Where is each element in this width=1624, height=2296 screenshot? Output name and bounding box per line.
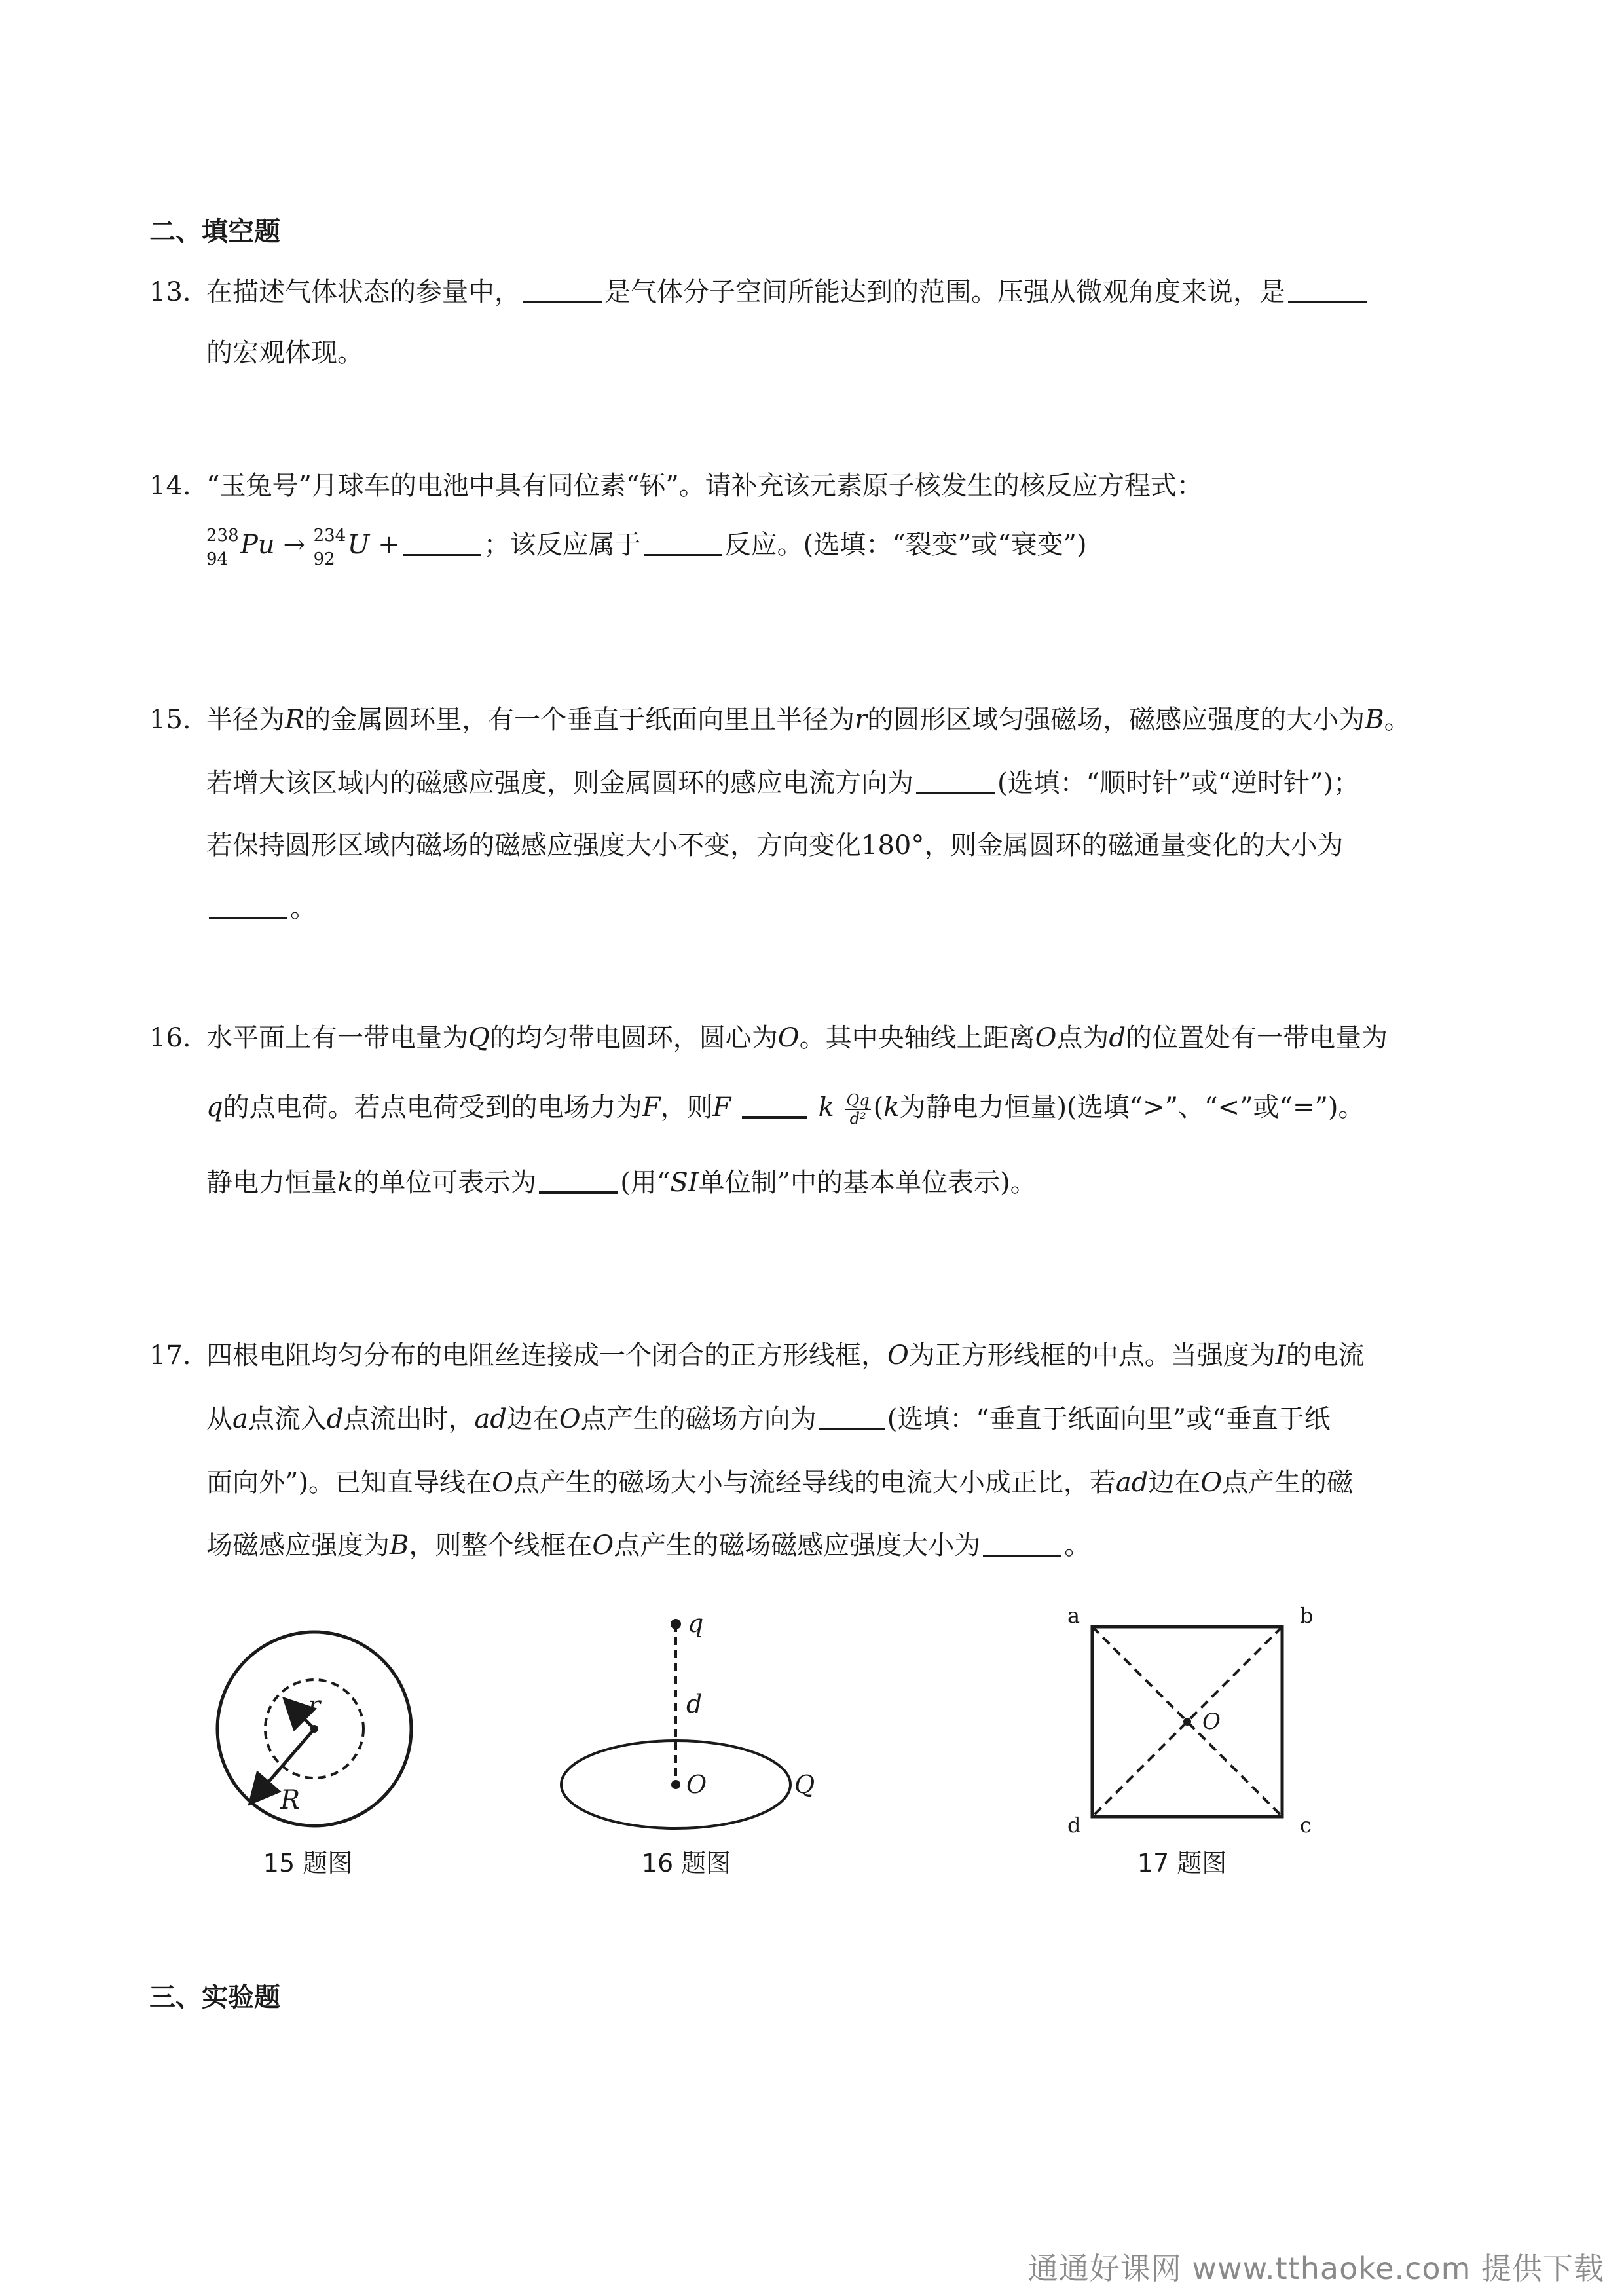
var-B: B: [390, 1530, 409, 1561]
text: 为静电力恒量)(选填“>”、“<”或“=”)。: [899, 1092, 1365, 1122]
figure-17: [1067, 1603, 1313, 1878]
var-d: d: [1109, 1023, 1126, 1053]
text: 点为: [1056, 1023, 1109, 1053]
text: ，则整个线框在: [409, 1530, 593, 1561]
question-17-line-1: [206, 1340, 1365, 1371]
label-O: O: [686, 1770, 707, 1799]
answer-blank[interactable]: [983, 1532, 1061, 1557]
text: 。: [1384, 705, 1411, 735]
question-number-16: 16.: [149, 1023, 191, 1053]
var-B: B: [1365, 705, 1384, 735]
text: 。: [290, 893, 316, 923]
var-O: O: [887, 1341, 909, 1371]
figures: [0, 1585, 1624, 1899]
question-number-13: 13.: [149, 277, 191, 307]
text: 点流入: [248, 1404, 327, 1434]
text: 边在: [1148, 1468, 1201, 1498]
answer-blank[interactable]: [403, 532, 481, 556]
arrow: →: [283, 530, 305, 560]
pu-atomic-number: 94: [206, 549, 229, 569]
question-15-line-4: [206, 893, 316, 924]
caption-17: 17 题图: [1137, 1849, 1227, 1878]
label-O: O: [1202, 1709, 1221, 1735]
var-R: R: [285, 705, 305, 735]
text: 点产生的磁场方向为: [580, 1404, 817, 1434]
question-13-line-2: 的宏观体现。: [206, 338, 363, 368]
answer-blank[interactable]: [916, 770, 995, 794]
nuclide-pu: [206, 526, 275, 569]
answer-blank[interactable]: [742, 1094, 807, 1119]
var-k: k: [883, 1092, 900, 1122]
var-O: O: [1035, 1023, 1057, 1053]
label-q: q: [688, 1609, 704, 1638]
question-16-line-1: [206, 1022, 1388, 1054]
caption-16: 16 题图: [641, 1849, 731, 1878]
question-number-17: 17.: [149, 1341, 191, 1371]
text: 在描述气体状态的参量中，: [206, 277, 521, 307]
nuclide-u: [313, 526, 370, 569]
question-number-14: 14.: [149, 471, 191, 501]
var-O: O: [1200, 1468, 1223, 1498]
var-a: a: [232, 1404, 248, 1434]
label-Q: Q: [794, 1770, 815, 1799]
text: 。其中央轴线上距离: [799, 1023, 1035, 1053]
pu-mass-number: 238: [206, 526, 239, 546]
text: 四根电阻均匀分布的电阻丝连接成一个闭合的正方形线框，: [206, 1341, 887, 1371]
text: 的均匀带电圆环，圆心为: [489, 1023, 778, 1053]
text: 点流出时，: [343, 1404, 475, 1434]
label-d: d: [1067, 1813, 1081, 1838]
text: 边在: [506, 1404, 559, 1434]
answer-blank[interactable]: [523, 279, 602, 303]
text: (选填：“顺时针”或“逆时针”)；: [997, 768, 1360, 798]
point-charge-q: [671, 1619, 681, 1629]
text: 的金属圆环里，有一个垂直于纸面向里且半径为: [304, 705, 855, 735]
text: ，则: [660, 1092, 713, 1122]
text: 点产生的磁场磁感应强度大小为: [614, 1530, 981, 1561]
text: 的电流: [1285, 1341, 1365, 1371]
label-d: d: [686, 1690, 703, 1718]
fraction-numerator: Qq: [846, 1091, 870, 1109]
question-15-line-2: [206, 768, 1359, 799]
var-q: q: [206, 1092, 223, 1122]
label-b: b: [1300, 1603, 1314, 1628]
plus: +: [378, 530, 400, 560]
text: 反应。(选填：“裂变”或“衰变”): [724, 530, 1087, 560]
question-14-line-2: [206, 526, 1087, 569]
var-O: O: [777, 1023, 800, 1053]
figure-15: [217, 1632, 411, 1878]
center-O: [1183, 1718, 1191, 1726]
question-17-line-3: [206, 1467, 1353, 1498]
u-atomic-number: 92: [313, 549, 335, 569]
answer-blank[interactable]: [539, 1169, 618, 1194]
text: 场磁感应强度为: [206, 1530, 390, 1561]
question-number-15: 15.: [149, 705, 191, 735]
pu-symbol: Pu: [240, 530, 275, 560]
answer-blank[interactable]: [209, 895, 287, 919]
figure-16: [561, 1609, 815, 1878]
var-d: d: [326, 1404, 344, 1434]
label-a: a: [1067, 1603, 1080, 1628]
question-17-line-2: [206, 1403, 1331, 1435]
question-13-line-1: [206, 276, 1369, 308]
answer-blank[interactable]: [819, 1406, 885, 1430]
question-15-line-3: 若保持圆形区域内磁场的磁感应强度大小不变，方向变化180°，则金属圆环的磁通量变化的大小为: [206, 830, 1344, 861]
question-15-line-1: [206, 704, 1411, 735]
text: 。: [1064, 1530, 1091, 1561]
footer-watermark: 通通好课网 www.tthaoke.com 提供下载: [1027, 2251, 1604, 2286]
var-O: O: [559, 1404, 581, 1434]
text: 的点电荷。若点电荷受到的电场力为: [223, 1092, 642, 1122]
question-14-line-1: “玉兔号”月球车的电池中具有同位素“钚”。请补充该元素原子核发生的核反应方程式：: [206, 471, 1203, 501]
text: 若增大该区域内的磁感应强度，则金属圆环的感应电流方向为: [206, 768, 913, 798]
text: 从: [206, 1404, 232, 1434]
fraction: [845, 1092, 871, 1127]
text: (用“: [620, 1168, 671, 1198]
var-Q: Q: [468, 1023, 490, 1053]
var-O: O: [492, 1468, 513, 1498]
text: (: [873, 1092, 884, 1122]
u-symbol: U: [347, 530, 370, 560]
section-title-experiment: 三、实验题: [149, 1982, 280, 2012]
text: ；该反应属于: [483, 530, 641, 560]
section-title-fill-in: 二、填空题: [149, 217, 280, 247]
question-16-line-3: [206, 1167, 1037, 1198]
answer-blank[interactable]: [644, 532, 722, 556]
label-R: R: [280, 1785, 301, 1815]
text: 是气体分子空间所能达到的范围。压强从微观角度来说，是: [604, 277, 1285, 307]
text: (选填：“垂直于纸面向里”或“垂直于纸: [887, 1404, 1331, 1434]
var-SI: SI: [670, 1168, 699, 1198]
text: 静电力恒量: [206, 1168, 337, 1198]
var-ad: ad: [474, 1404, 507, 1434]
fraction-denominator: d²: [849, 1109, 866, 1128]
text: 的圆形区域匀强磁场，磁感应强度的大小为: [867, 705, 1365, 735]
question-16-line-2: [206, 1092, 1365, 1127]
u-mass-number: 234: [313, 526, 346, 546]
text: 的单位可表示为: [353, 1168, 537, 1198]
caption-15: 15 题图: [263, 1849, 353, 1878]
var-r: r: [855, 705, 868, 735]
answer-blank[interactable]: [1288, 279, 1367, 303]
var-O: O: [592, 1530, 614, 1561]
var-k: k: [337, 1168, 354, 1198]
label-c: c: [1300, 1813, 1312, 1838]
text: 点产生的磁: [1222, 1468, 1354, 1498]
text: 的位置处有一带电量为: [1126, 1023, 1388, 1053]
text: 面向外”)。已知直导线在: [206, 1468, 492, 1498]
label-r: r: [308, 1691, 321, 1721]
text: 为正方形线框的中点。当强度为: [908, 1341, 1276, 1371]
var-F: F: [642, 1092, 661, 1122]
text: 水平面上有一带电量为: [206, 1023, 468, 1053]
var-I: I: [1275, 1341, 1286, 1371]
text: 点产生的磁场大小与流经导线的电流大小成正比，若: [513, 1468, 1116, 1498]
ring-center-O: [671, 1780, 680, 1789]
text: 单位制”中的基本单位表示)。: [698, 1168, 1037, 1198]
var-F: F: [712, 1092, 731, 1122]
var-k: k: [818, 1092, 834, 1122]
question-17-line-4: [206, 1530, 1090, 1561]
var-ad: ad: [1115, 1468, 1149, 1498]
text: 半径为: [206, 705, 285, 735]
